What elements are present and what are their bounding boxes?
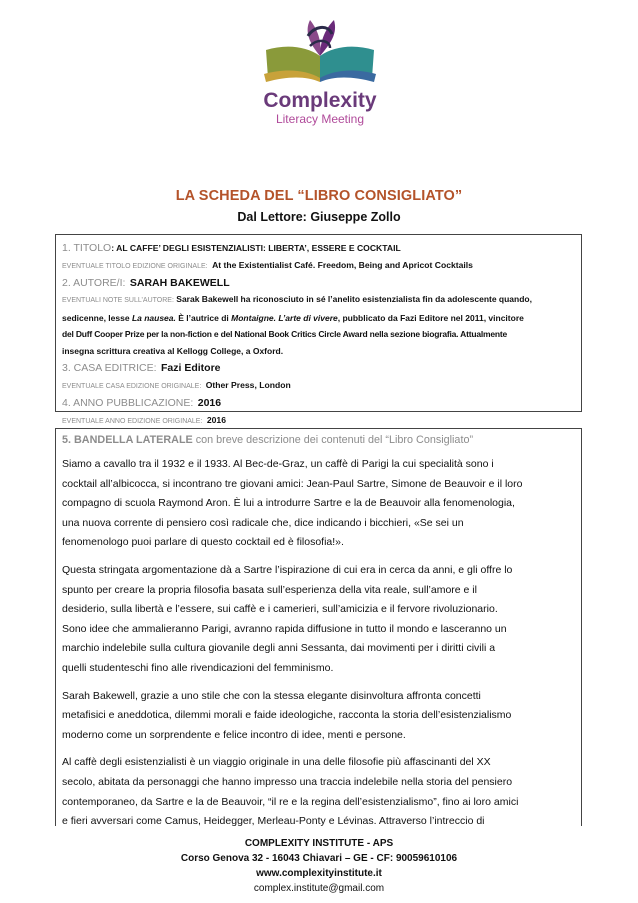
bandella-line: secolo, abitata da personaggi che hanno impresso una traccia indelebile nella storia del pensiero (62, 775, 513, 788)
document-title: LA SCHEDA DEL “LIBRO CONSIGLIATO” (175, 188, 463, 204)
complexity-logo (248, 6, 392, 130)
author-row (62, 274, 575, 291)
original-year-value: 2016 (206, 415, 226, 425)
book-title-la-nausea: La nausea. (131, 312, 176, 323)
author-notes-line-4: insegna scrittura creativa al Kellogg College, a Oxford. (62, 345, 284, 356)
footer-website[interactable]: www.complexityinstitute.it (256, 868, 382, 879)
original-year-label: EVENTUALE ANNO EDIZIONE ORIGINALE: (62, 418, 203, 425)
year-value: 2016 (197, 397, 222, 409)
publisher-value: Fazi Editore (160, 362, 221, 374)
footer (0, 836, 638, 896)
reader-subtitle: Dal Lettore: Giuseppe Zollo (237, 210, 401, 224)
bandella-paragraph (62, 561, 575, 679)
original-year-row (62, 411, 575, 429)
bandella-card (55, 428, 582, 826)
author-notes (62, 291, 575, 359)
author-notes-line-2a: sedicenne, lesse (62, 312, 132, 323)
footer-organization: COMPLEXITY INSTITUTE - APS (244, 838, 394, 849)
bandella-line: Questa stringata argomentazione dà a Sartre l’ispirazione di cui era in cerca da anni, e gli offre lo (62, 563, 513, 576)
bandella-line: spunto per creare la propria filosofia basata sull’esperienza della vita reale, sull’amore e il (62, 583, 477, 596)
bandella-paragraph (62, 455, 575, 553)
bandella-line: contemporaneo, da Sartre e la de Beauvoir, “il re e la regina dell’esistenzialismo”, fino ai loro amici (62, 795, 519, 808)
bandella-line: cocktail all’albicocca, si incontrano tre giovani amici: Jean-Paul Sartre, Simone de Beauvoir e il loro (62, 477, 523, 490)
bandella-line: Sono idee che ammalieranno Parigi, avranno rapida diffusione in tutto il mondo e lasceranno un (62, 622, 507, 635)
author-value: SARAH BAKEWELL (129, 277, 230, 289)
bandella-line: e fieri avversari come Camus, Heidegger, Merleau-Ponty e Lévinas. Attraverso l’intreccio di (62, 815, 485, 826)
bandella-line: moderno come un sorprendente e felice incontro di idee, menti e persone. (62, 728, 406, 741)
bandella-line: desiderio, sulla libertà e l’essere, sui caffè e i camerieri, sull’amicizia e il fervore rivoluzionario. (62, 603, 498, 616)
author-notes-label: EVENTUALI NOTE SULL’AUTORE: (62, 297, 174, 304)
original-publisher-label: EVENTUALE CASA EDIZIONE ORIGINALE: (62, 383, 202, 390)
author-notes-line-1: Sarak Bakewell ha riconosciuto in sé l’anelito esistenzialista fin da adolescente quando, (176, 294, 532, 304)
bandella-line: marchio indelebile sulla cultura giovanile degli anni Sessanta, dai movimenti per i diritti civili a (62, 642, 496, 655)
bandella-line: Siamo a cavallo tra il 1932 e il 1933. Al Bec-de-Graz, un caffè di Parigi la cui specialità sono i (62, 458, 494, 470)
bandella-line: metafisici e aneddotica, dilemmi morali e faide ideologiche, racconta la storia dell’esistenzialismo (62, 709, 512, 722)
bandella-paragraph (62, 753, 575, 826)
publisher-label: 3. CASA EDITRICE: (62, 362, 157, 374)
title-row (62, 239, 575, 256)
footer-email[interactable]: complex.institute@gmail.com (253, 883, 385, 894)
original-title-value: At the Existentialist Café. Freedom, Being and Apricot Cocktails (212, 260, 473, 270)
author-label: 2. AUTORE/I: (62, 277, 126, 289)
publisher-row (62, 359, 575, 376)
year-row (62, 394, 575, 411)
bandella-description: con breve descrizione dei contenuti del “Libro Consigliato” (192, 434, 474, 446)
year-label: 4. ANNO PUBBLICAZIONE: (62, 397, 194, 409)
bandella-label: 5. BANDELLA LATERALE (62, 434, 193, 446)
bandella-line: quelli studenteschi fino alle rivendicazioni del femminismo. (62, 661, 334, 674)
title-label: 1. TITOLO (62, 242, 112, 254)
original-title-label: EVENTUALE TITOLO EDIZIONE ORIGINALE: (62, 263, 208, 270)
author-notes-line-2c: È l’autrice di (175, 312, 232, 323)
book-info-card (55, 234, 582, 425)
author-notes-line-2e: , pubblicato da Fazi Editore nel 2011, vincitore (337, 312, 524, 323)
bandella-line: Sarah Bakewell, grazie a uno stile che con la stessa elegante disinvoltura affronta concetti (62, 689, 481, 702)
original-publisher-row (62, 376, 575, 394)
svg-text:Complexity: Complexity (263, 89, 377, 112)
original-title-row (62, 256, 575, 274)
original-publisher-value: Other Press, London (205, 380, 291, 390)
author-notes-line-3: del Duff Cooper Prize per la non-fiction e del National Book Critics Circle Award nella sezione biografia. Attualmente (62, 329, 508, 339)
svg-text:Literacy Meeting: Literacy Meeting (275, 112, 365, 126)
footer-address: Corso Genova 32 - 16043 Chiavari – GE - CF: 90059610106 (180, 853, 458, 864)
bandella-text (62, 455, 575, 826)
book-title-montaigne: Montaigne. L’arte di vivere (231, 312, 338, 323)
bandella-line: fenomenologo puoi parlare di questo cocktail ed è filosofia!». (62, 536, 344, 549)
bandella-line: una nuova corrente di pensiero così radicale che, dice indicando i bicchieri, «Se sei un (62, 516, 464, 529)
bandella-line: compagno di scuola Raymond Aron. È lui a introdurre Sartre e la de Beauvoir alla fenomenologia, (62, 497, 515, 510)
title-value: : AL CAFFE’ DEGLI ESISTENZIALISTI: LIBERTA’, ESSERE E COCKTAIL (111, 243, 401, 253)
bandella-line: Al caffè degli esistenzialisti è un viaggio originale in una delle filosofie più affascinanti del XX (62, 756, 491, 769)
bandella-paragraph (62, 687, 575, 746)
bandella-heading (62, 434, 575, 446)
